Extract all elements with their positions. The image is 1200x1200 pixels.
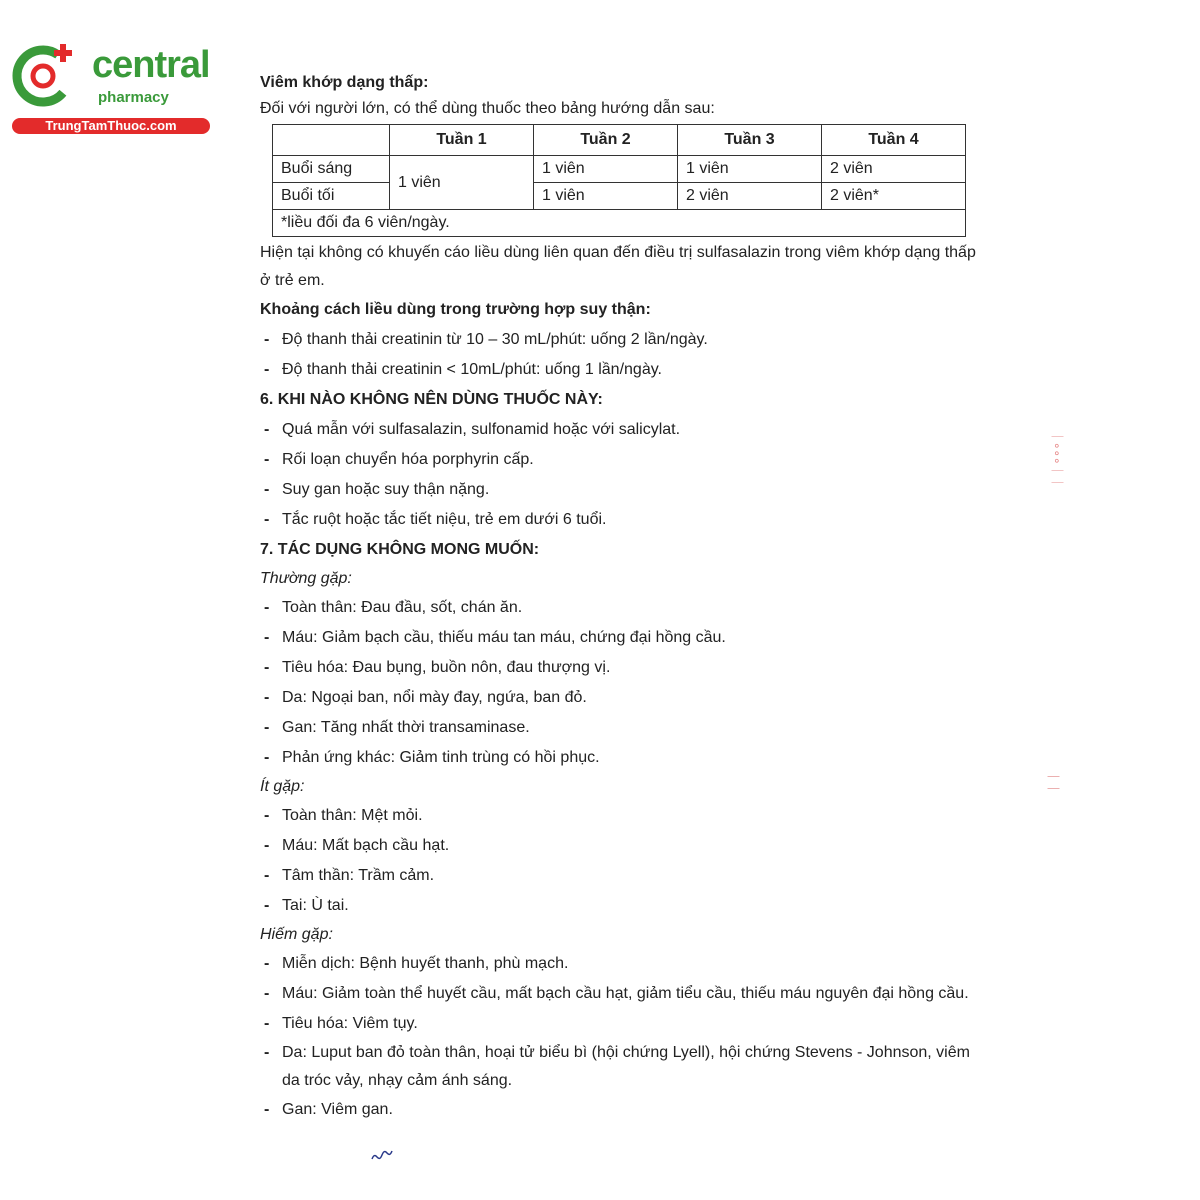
list-item: - Suy gan hoặc suy thận nặng. [260,475,1020,505]
list-item: - Gan: Tăng nhất thời transaminase. [260,713,1020,743]
list-item: - Tai: Ù tai. [260,891,1020,921]
cell-morning-week4: 2 viên [822,156,966,183]
cell-week1-merged: 1 viên [390,156,534,210]
list-item [260,1039,1020,1095]
dosage-table [272,124,966,237]
table-note: *liều đối đa 6 viên/ngày. [273,210,966,237]
table-note-row [273,210,966,237]
list-item: - Gan: Viêm gan. [260,1095,1020,1125]
list-item: - Máu: Mất bạch cầu hạt. [260,831,1020,861]
list-item: - Tiêu hóa: Đau bụng, buồn nôn, đau thượng vị. [260,653,1020,683]
list-item: - Da: Ngoại ban, nổi mày đay, ngứa, ban đỏ. [260,683,1020,713]
table-header-week3: Tuần 3 [678,125,822,156]
rare-da-text: Da: Luput ban đỏ toàn thân, hoại tử biểu bì (hội chứng Lyell), hội chứng Stevens - Johnson, viêm [282,1044,970,1061]
table-row [273,156,966,183]
contra-title: 6. KHI NÀO KHÔNG NÊN DÙNG THUỐC NÀY: [260,391,603,408]
cell-evening-week3: 2 viên [678,183,822,210]
brand-logo [10,38,215,138]
adverse-title: 7. TÁC DỤNG KHÔNG MONG MUỐN: [260,541,540,558]
list-item: - Quá mẫn với sulfasalazin, sulfonamid hoặc với salicylat. [260,415,1020,445]
list-item: - Tâm thần: Trầm cảm. [260,861,1020,891]
ra-children-line-1: Hiện tại không có khuyến cáo liều dùng liên quan đến điều trị sulfasalazin trong viêm khớp dạng thấp [260,244,976,261]
cell-morning-week3: 1 viên [678,156,822,183]
list-item: - Độ thanh thải creatinin < 10mL/phút: uống 1 lần/ngày. [260,355,1020,385]
logo-site-url: TrungTamThuoc.com [12,118,210,134]
table-header-row [273,125,966,156]
list-item: - Tắc ruột hoặc tắc tiết niệu, trẻ em dưới 6 tuổi. [260,505,1020,535]
list-item: - Máu: Giảm toàn thể huyết cầu, mất bạch cầu hạt, giảm tiểu cầu, thiếu máu nguyên đại hồng cầu. [260,979,1020,1009]
row-label-evening: Buổi tối [273,183,390,210]
list-item: - Tiêu hóa: Viêm tụy. [260,1009,1020,1039]
rare-label: Hiếm gặp: [260,926,333,943]
logo-sub-text: pharmacy [98,89,169,106]
table-header-empty [273,125,390,156]
central-pharmacy-logo-icon [10,38,80,108]
list-item: - Phản ứng khác: Giảm tinh trùng có hồi phục. [260,743,1020,773]
cell-morning-week2: 1 viên [534,156,678,183]
rare-da-continuation: da tróc vảy, nhạy cảm ánh sáng. [282,1072,513,1089]
cell-evening-week2: 1 viên [534,183,678,210]
list-item: - Miễn dịch: Bệnh huyết thanh, phù mạch. [260,949,1020,979]
row-label-morning: Buổi sáng [273,156,390,183]
ra-title: Viêm khớp dạng thấp: [260,74,429,91]
uncommon-label: Ít gặp: [260,778,305,795]
table-header-week4: Tuần 4 [822,125,966,156]
list-item: - Toàn thân: Mệt mỏi. [260,801,1020,831]
stamp-mark: ｜∘∘∘｜｜ [1050,430,1064,489]
ra-intro: Đối với người lớn, có thể dùng thuốc theo bảng hướng dẫn sau: [260,100,715,117]
signature-mark-icon [370,1145,394,1167]
cell-evening-week4: 2 viên* [822,183,966,210]
list-item: - Rối loạn chuyển hóa porphyrin cấp. [260,445,1020,475]
document-body [260,70,1020,1125]
renal-title: Khoảng cách liều dùng trong trường hợp suy thận: [260,301,651,318]
table-header-week2: Tuần 2 [534,125,678,156]
ra-children-line-2: ở trẻ em. [260,272,325,289]
list-item: - Độ thanh thải creatinin từ 10 – 30 mL/phút: uống 2 lần/ngày. [260,325,1020,355]
common-label: Thường gặp: [260,570,352,587]
logo-brand-text: central [92,44,210,86]
stamp-mark-secondary: ｜｜ [1046,770,1060,794]
table-row [273,183,966,210]
list-item: - Máu: Giảm bạch cầu, thiếu máu tan máu, chứng đại hồng cầu. [260,623,1020,653]
table-header-week1: Tuần 1 [390,125,534,156]
list-item: - Toàn thân: Đau đầu, sốt, chán ăn. [260,593,1020,623]
